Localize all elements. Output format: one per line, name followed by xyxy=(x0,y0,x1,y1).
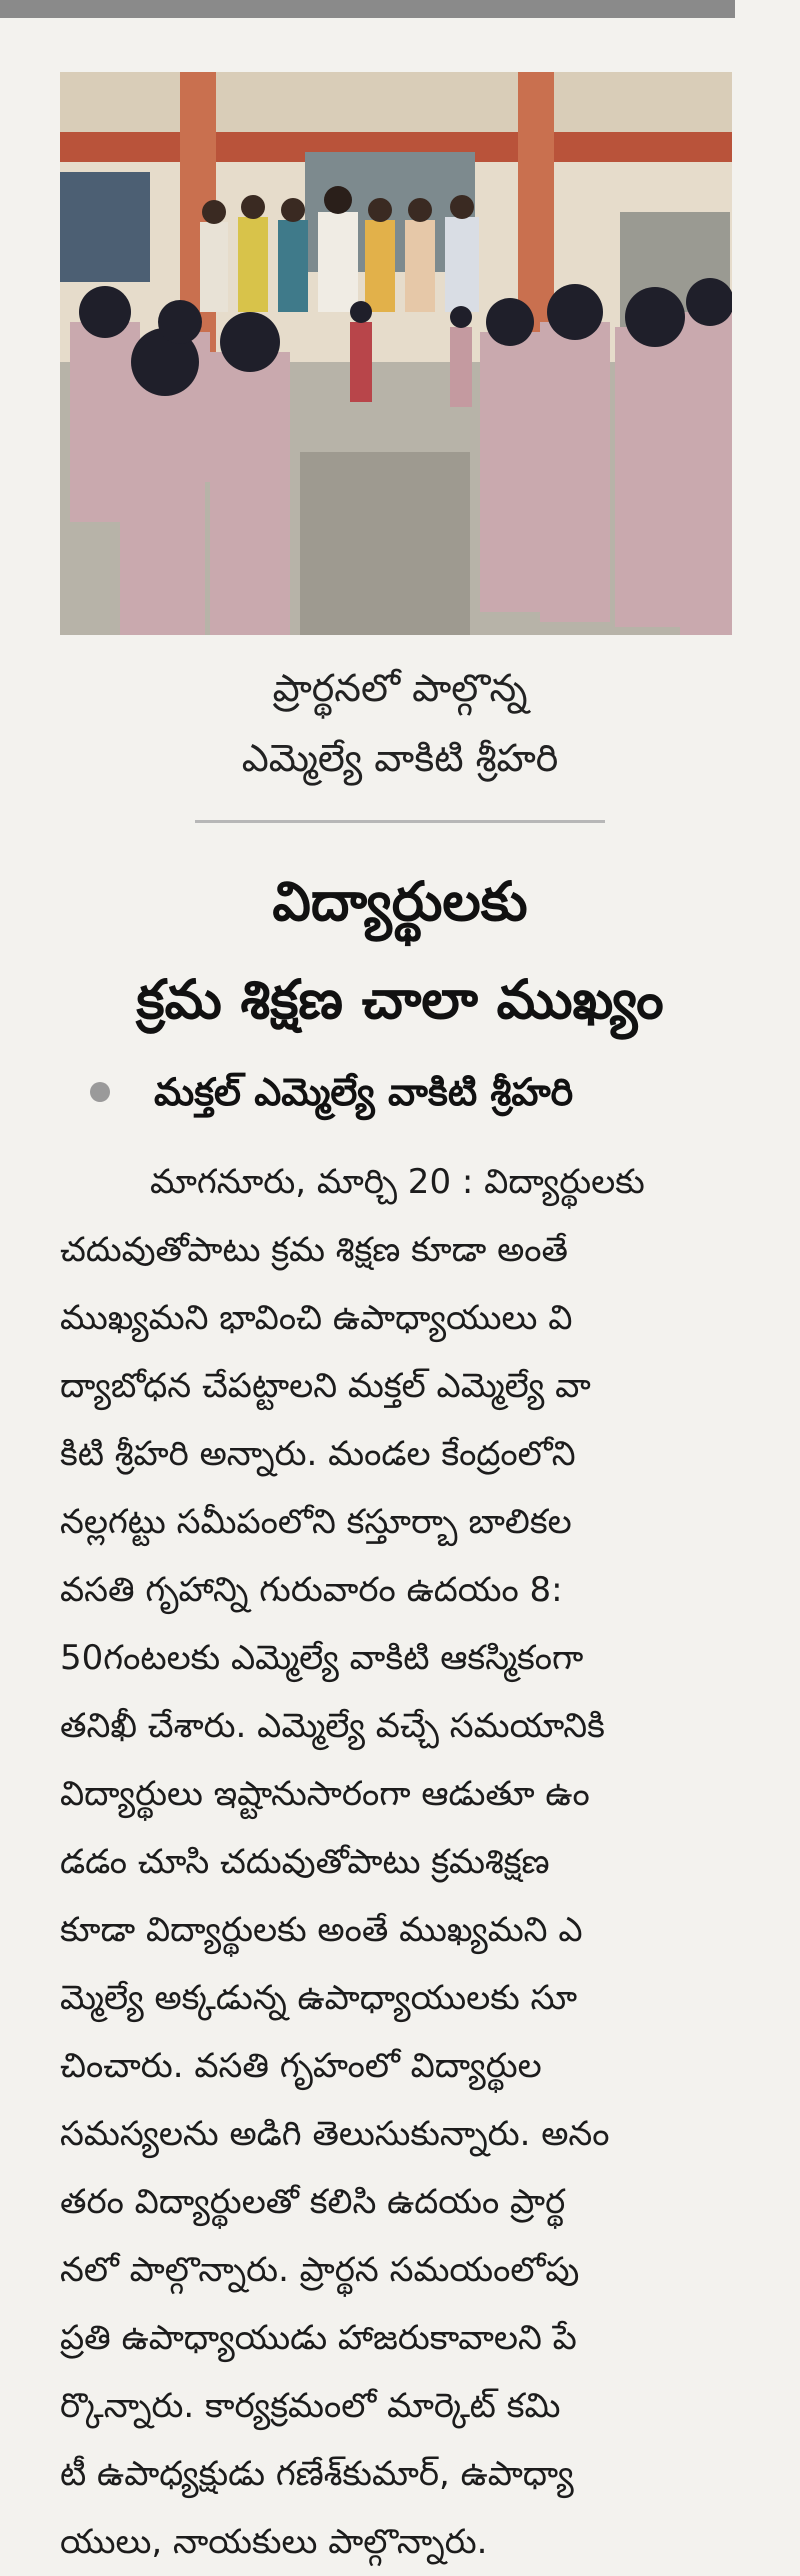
body-line: నలో పాల్గొన్నారు. ప్రార్థన సమయంలోపు xyxy=(60,2250,580,2290)
subhead-row xyxy=(90,1062,573,1122)
body-line: యులు, నాయకులు పాల్గొన్నారు. xyxy=(60,2522,488,2562)
body-line: 50గంటలకు ఎమ్మెల్యే వాకిటి ఆకస్మికంగా xyxy=(60,1638,584,1678)
article-body xyxy=(60,1148,740,2576)
photo-prayer-assembly-icon xyxy=(60,72,732,635)
body-line: డడం చూసి చదువుతోపాటు క్రమశిక్షణ xyxy=(60,1842,550,1882)
body-line: టీ ఉపాధ్యక్షుడు గణేశ్‌కుమార్, ఉపాధ్యా xyxy=(60,2454,574,2494)
headline-line-2: క్రమ శిక్షణ చాలా ముఖ్యం xyxy=(136,968,664,1031)
body-line: సమస్యలను అడిగి తెలుసుకున్నారు. అనం xyxy=(60,2114,610,2154)
body-line: మ్మెల్యే అక్కడున్న ఉపాధ్యాయులకు సూ xyxy=(60,1978,578,2018)
body-line: వసతి గృహాన్ని గురువారం ఉదయం 8: xyxy=(60,1570,563,1610)
body-line: ర్కొన్నారు. కార్యక్రమంలో మార్కెట్ కమి xyxy=(60,2386,561,2426)
body-line: విద్యార్థులు ఇష్టానుసారంగా ఆడుతూ ఉం xyxy=(60,1774,590,1814)
body-line: నల్లగట్టు సమీపంలోని కస్తూర్బా బాలికల xyxy=(60,1502,572,1542)
body-line: చించారు. వసతి గృహంలో విద్యార్థుల xyxy=(60,2046,542,2086)
page-top-bar xyxy=(0,0,735,18)
news-photo xyxy=(60,72,732,635)
body-line: ద్యాబోధన చేపట్టాలని మక్తల్ ఎమ్మెల్యే వా xyxy=(60,1366,591,1406)
body-line: తరం విద్యార్థులతో కలిసి ఉదయం ప్రార్థ xyxy=(60,2182,566,2222)
body-line: తనిఖీ చేశారు. ఎమ్మెల్యే వచ్చే సమయానికి xyxy=(60,1706,605,1746)
body-line: చదువుతోపాటు క్రమ శిక్షణ కూడా అంతే xyxy=(60,1230,568,1270)
body-line: కూడా విద్యార్థులకు అంతే ముఖ్యమని ఎ xyxy=(60,1910,583,1950)
photo-caption-line-1: ప్రార్థనలో పాల్గొన్న xyxy=(272,666,528,710)
body-line: మాగనూరు, మార్చి 20 : విద్యార్థులకు xyxy=(150,1162,645,1202)
headline-line-1: విద్యార్థులకు xyxy=(272,870,528,933)
bullet-icon xyxy=(90,1082,110,1102)
photo-caption-line-2: ఎమ్మెల్యే వాకిటి శ్రీహరి xyxy=(241,736,559,780)
body-line: ప్రతి ఉపాధ్యాయుడు హాజరుకావాలని పే xyxy=(60,2318,577,2358)
body-line: కిటి శ్రీహరి అన్నారు. మండల కేంద్రంలోని xyxy=(60,1434,576,1474)
caption-divider xyxy=(195,820,605,823)
subhead: మక్తల్ ఎమ్మెల్యే వాకిటి శ్రీహరి xyxy=(154,1070,574,1114)
body-line: ముఖ్యమని భావించి ఉపాధ్యాయులు వి xyxy=(60,1298,573,1338)
